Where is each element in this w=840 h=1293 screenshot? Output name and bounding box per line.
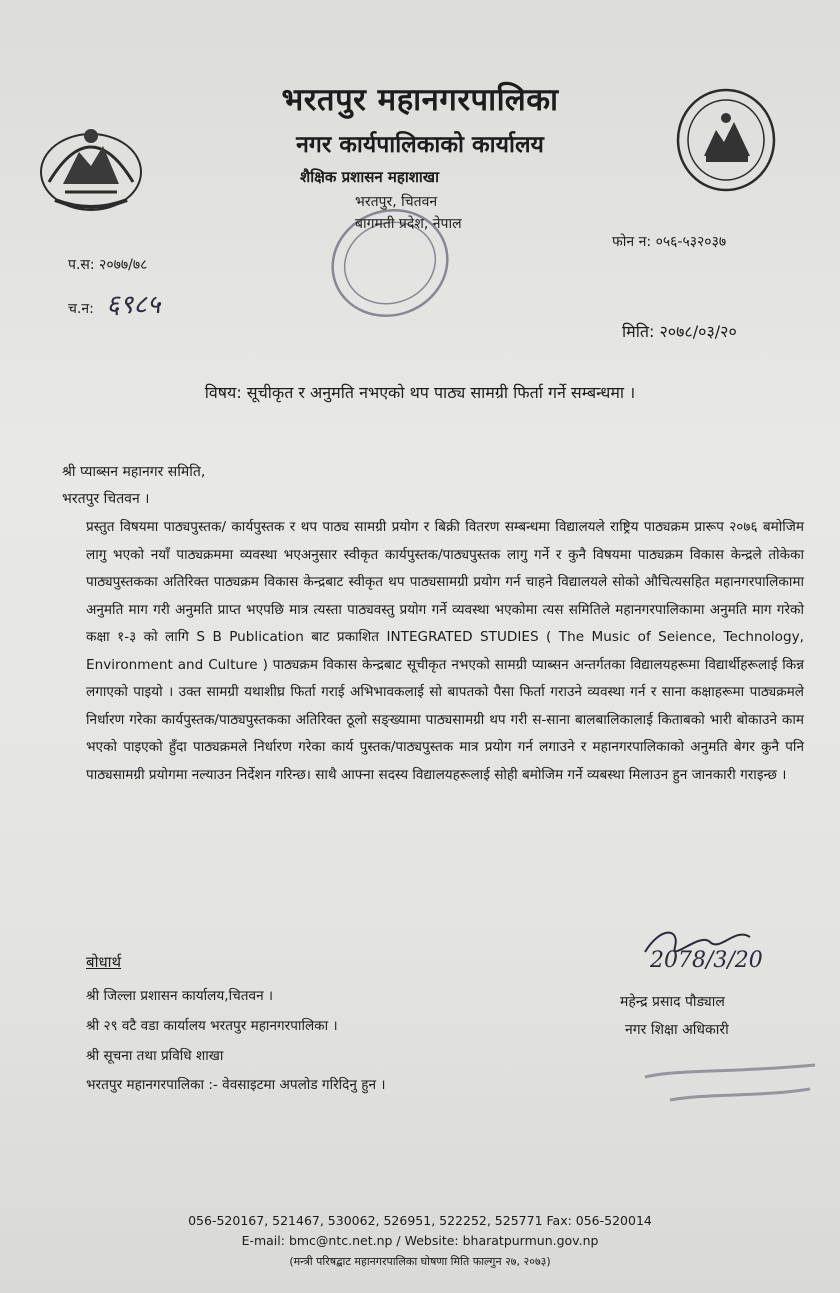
letter-date: मिति: २०७८/०३/२० [622, 322, 737, 341]
office-name: नगर कार्यपालिकाको कार्यालय [296, 132, 544, 158]
cc-item: श्री जिल्ला प्रशासन कार्यालय,चितवन । [86, 988, 274, 1004]
signatory-title: नगर शिक्षा अधिकारी [625, 1022, 729, 1038]
dispatch-value: ६९८५ [106, 290, 161, 320]
cc-heading: बोधार्थ [86, 953, 122, 971]
cc-item: श्री सूचना तथा प्रविधि शाखा [86, 1048, 224, 1064]
signatory-name: महेन्द्र प्रसाद पौड्याल [620, 994, 725, 1010]
name-stamp [640, 1055, 820, 1110]
addressee-line-1: श्री प्याब्सन महानगर समिति, [62, 464, 206, 480]
footer-phones: 056-520167, 521467, 530062, 526951, 522252, 525771 Fax: 056-520014 [188, 1213, 652, 1228]
office-province: बागमती प्रदेश, नेपाल [355, 216, 462, 232]
cc-item: श्री २९ वटै वडा कार्यालय भरतपुर महानगरपालिका । [86, 1018, 338, 1034]
footer-declaration-note: (मन्त्री परिषद्बाट महानगरपालिका घोषणा मिति फाल्गुन २७, २०७३) [289, 1255, 551, 1268]
signature-date: 2078/3/20 [650, 948, 763, 973]
dispatch-number [68, 285, 160, 321]
office-place: भरतपुर, चितवन [355, 194, 438, 210]
letter-body: प्रस्तुत विषयमा पाठ्यपुस्तक/ कार्यपुस्तक र थप पाठ्य सामग्री प्रयोग र बिक्री वितरण सम्बन्धमा विद्यालयले राष्ट्रिय पाठ्यक्रम प्रारूप २०७६ बमोजिम लागु भएको नयाँ पाठ्यक्रममा व्यवस्था भएअनुसार स्वीकृत कार्यपुस्तक/पाठ्यपुस्तक लागु गर्ने र कुनै विषयमा पाठ्यक्रम विकास केन्द्रले तोकेका पाठ्यपुस्तकका अतिरिक्त पाठ्यक्रम विकास केन्द्रबाट स्वीकृत थप पाठ्यसामग्री प्रयोग गर्न चाहने विद्यालयले सोको औचित्यसहित महानगरपालिकामा अनुमति माग गरी अनुमति प्राप्त भएपछि मात्र त्यस्ता पाठ्यवस्तु प्रयोग गर्ने व्यवस्था भएकोमा त्यस समितिले महानगरपालिकामा अनुमति माग गरेको कक्षा १-३ को लागि S B Publication बाट प्रकाशित INTEGRATED STUDIES ( The Music of Seience, Technology, Environment and Culture ) पाठ्यक्रम विकास केन्द्रबाट सूचीकृत नभएको सामग्री प्याब्सन अन्तर्गतका विद्यालयहरूमा विद्यार्थीहरूलाई किन्न लगाएको पाइयो । उक्त सामग्री यथाशीघ्र फिर्ता गराई अभिभावकलाई सो बापतको पैसा फिर्ता गराउने व्यवस्था गर्न र साना कक्षाहरूमा पाठ्यक्रमले निर्धारण गरेका कार्यपुस्तक/पाठ्यपुस्तकका अतिरिक्त ठूलो सङ्ख्यामा पाठ्यसामग्री थप गरी स-साना बालबालिकालाई किताबको भारी बोकाउने काम भएको पाइएको हुँदा पाठ्यक्रमले निर्धारण गरेका कार्य पुस्तक/पाठ्यपुस्तक मात्र प्रयोग गर्न लगाउने र महानगरपालिकाको अनुमति बेगर कुनै पनि पाठ्यसामग्री प्रयोगमा नल्याउन निर्देशन गरिन्छ। साथै आफ्ना सदस्य विद्यालयहरूलाई सोही बमोजिम गर्ने व्यबस्था मिलाउन हुन जानकारी गराइन्छ । [86, 519, 804, 783]
division-name: शैक्षिक प्रशासन महाशाखा [300, 168, 439, 186]
letter-subject: विषय: सूचीकृत र अनुमति नभएको थप पाठ्य सामग्री फिर्ता गर्ने सम्बन्धमा । [204, 383, 636, 402]
office-phone: फोन न: ०५६-५३२०३७ [612, 234, 727, 250]
cc-item: भरतपुर महानगरपालिका :- वेवसाइटमा अपलोड गरिदिनु हुन । [86, 1077, 386, 1093]
dispatch-label: च.न: [68, 301, 94, 317]
reference-number: प.स: २०७७/७८ [68, 257, 148, 273]
footer-contact: E-mail: bmc@ntc.net.np / Website: bharatpurmun.gov.np [241, 1233, 599, 1248]
addressee-line-2: भरतपुर चितवन । [62, 491, 150, 507]
organization-name: भरतपुर महानगरपालिका [281, 82, 559, 118]
